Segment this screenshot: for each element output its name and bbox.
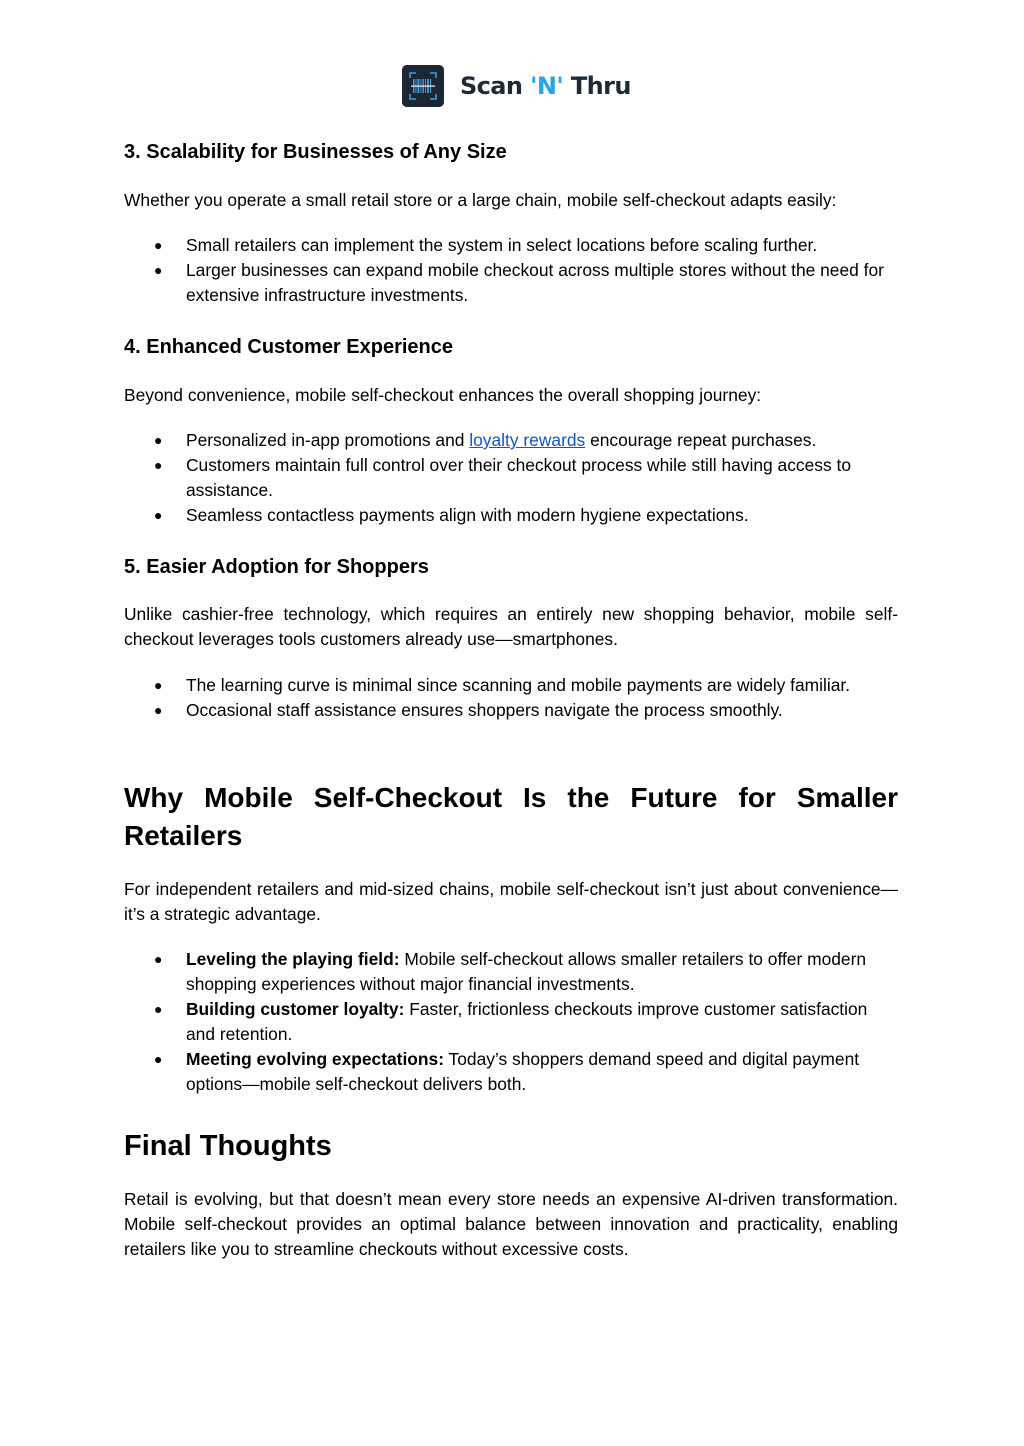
list-item: ● Seamless contactless payments align with modern hygiene expectations. bbox=[124, 503, 886, 528]
list-item: ● Personalized in-app promotions and loyalty rewards encourage repeat purchases. bbox=[124, 428, 886, 453]
list-item: ● Leveling the playing field: Mobile self-checkout allows smaller retailers to offer modern shopping experiences without major financial investments. bbox=[124, 947, 886, 997]
customer-experience-list bbox=[124, 428, 898, 528]
adoption-intro: Unlike cashier-free technology, which requires an entirely new shopping behavior, mobile self-checkout leverages tools customers already use—smartphones. bbox=[124, 604, 898, 649]
list-item: ● Meeting evolving expectations: Today’s shoppers demand speed and digital payment options—mobile self-checkout delivers both. bbox=[124, 1047, 886, 1097]
section-heading-why-line2: Retailers bbox=[124, 820, 243, 851]
loyalty-rewards-link[interactable]: loyalty rewards bbox=[469, 430, 586, 450]
adoption-list bbox=[124, 673, 898, 723]
section-heading-customer-experience: 4. Enhanced Customer Experience bbox=[124, 336, 454, 358]
list-item: ● Larger businesses can expand mobile checkout across multiple stores without the need for extensive infrastructure investments. bbox=[124, 258, 886, 308]
section-heading-scalability: 3. Scalability for Businesses of Any Size bbox=[124, 141, 507, 163]
customer-experience-intro: Beyond convenience, mobile self-checkout enhances the overall shopping journey: bbox=[124, 385, 762, 405]
list-item: ● Occasional staff assistance ensures shoppers navigate the process smoothly. bbox=[124, 698, 886, 723]
section-heading-final-thoughts: Final Thoughts bbox=[124, 1130, 332, 1162]
list-item: ● Customers maintain full control over their checkout process while still having access to assistance. bbox=[124, 453, 886, 503]
why-intro: For independent retailers and mid-sized chains, mobile self-checkout isn’t just about convenience—it’s a strategic advantage. bbox=[124, 879, 898, 924]
list-item: ● Building customer loyalty: Faster, frictionless checkouts improve customer satisfaction and retention. bbox=[124, 997, 886, 1047]
why-list bbox=[124, 947, 898, 1097]
scalability-list bbox=[124, 233, 898, 308]
brand-logo bbox=[402, 64, 631, 108]
list-item: ● The learning curve is minimal since scanning and mobile payments are widely familiar. bbox=[124, 673, 886, 698]
scalability-intro: Whether you operate a small retail store or a large chain, mobile self-checkout adapts easily: bbox=[124, 190, 837, 210]
section-heading-adoption: 5. Easier Adoption for Shoppers bbox=[124, 556, 429, 578]
brand-name: Scan 'N' Thru bbox=[460, 72, 631, 100]
barcode-scan-icon bbox=[402, 65, 444, 107]
final-thoughts-body: Retail is evolving, but that doesn’t mean every store needs an expensive AI-driven transformation. Mobile self-checkout provides an optimal balance between innovation and practicality, enabling retailers like you to streamline checkouts without excessive costs. bbox=[124, 1189, 898, 1259]
list-item: ● Small retailers can implement the system in select locations before scaling further. bbox=[124, 233, 886, 258]
section-heading-why: Why Mobile Self-Checkout Is the Future for Smaller bbox=[124, 782, 898, 813]
